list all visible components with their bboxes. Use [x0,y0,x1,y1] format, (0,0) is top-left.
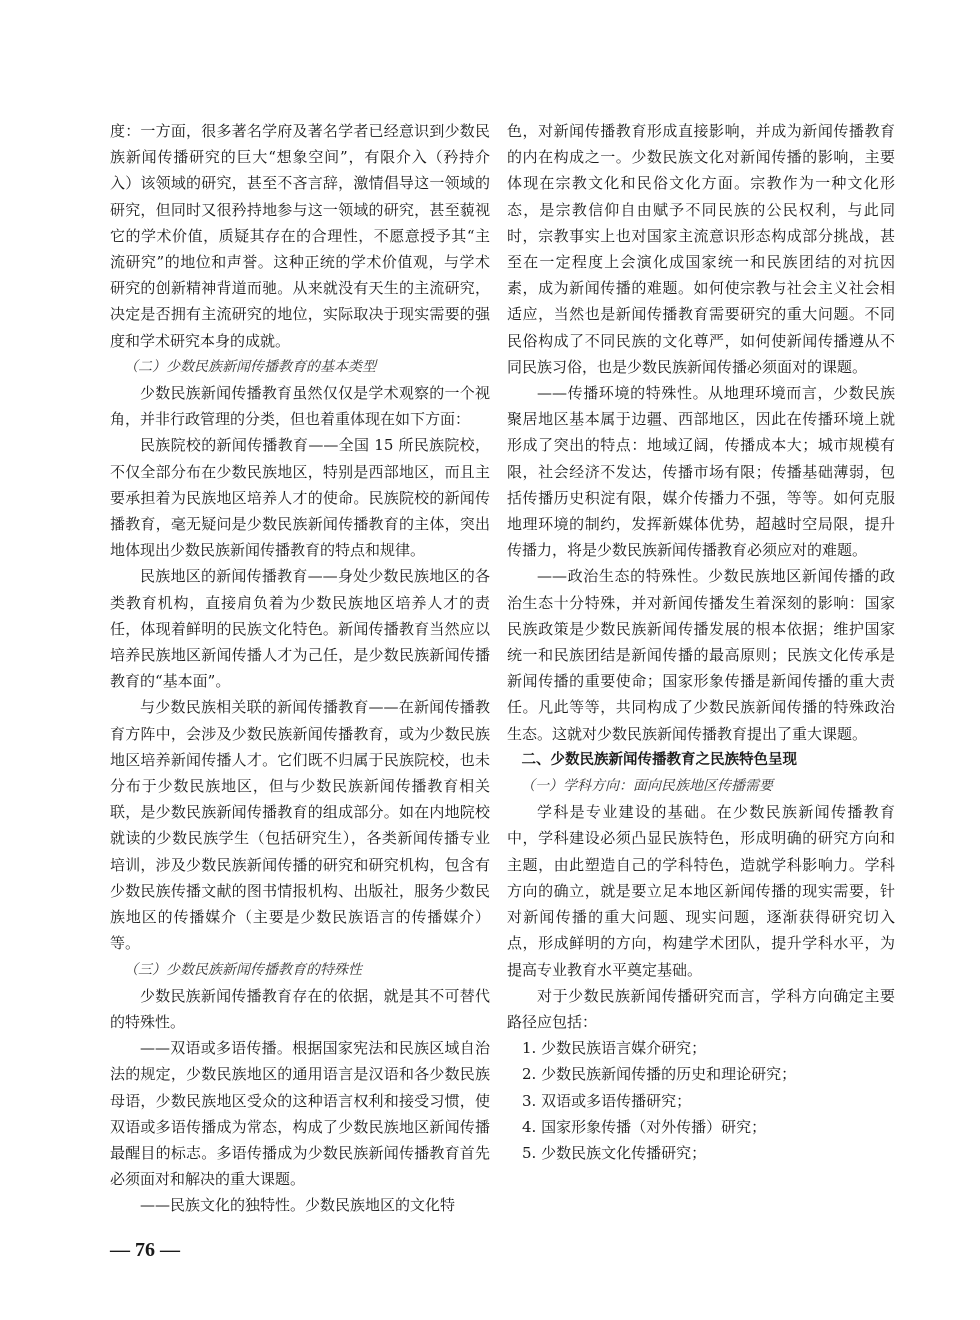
paragraph: 少数民族新闻传播教育虽然仅仅是学术观察的一个视角，并非行政管理的分类，但也着重体现在如下方面： [110,384,490,429]
section-title: 二、少数民族新闻传播教育之民族特色呈现 [521,751,797,768]
paragraph: ——传播环境的特殊性。从地理环境而言，少数民族聚居地区基本属于边疆、西部地区，因此在传播环境上就形成了突出的特点：地域辽阔，传播成本大；城市规模有限，社会经济不发达，传播市场有限；传播基础薄弱，包括传播历史积淀有限，媒介传播力不强，等等。如何克服地理环境的制约，发挥新媒体优势，超越时空局限，提升传播力，将是少数民族新闻传播教育必须应对的难题。 [507,384,895,560]
subheading: （三）少数民族新闻传播教育的特殊性 [124,961,362,978]
paragraph: 民族地区的新闻传播教育——身处少数民族地区的各类教育机构，直接肩负着为少数民族地区培养人才的责任，体现着鲜明的民族文化特色。新闻传播教育当然应以培养民族地区新闻传播人才为己任，是少数民族新闻传播教育的“基本面”。 [110,567,490,691]
paragraph: 对于少数民族新闻传播研究而言，学科方向确定主要路径应包括： [507,986,895,1031]
list-item: 4. 国家形象传播（对外传播）研究； [522,1117,767,1136]
paragraph: 色，对新闻传播教育形成直接影响，并成为新闻传播教育的内在构成之一。少数民族文化对新闻传播的影响，主要体现在宗教文化和民俗文化方面。宗教作为一种文化形态，是宗教信仰自由赋予不同民族的公民权利，与此同时，宗教事实上也对国家主流意识形态构成部分挑战，甚至在一定程度上会演化成国家统一和民族团结的对抗因素，成为新闻传播的难题。如何使宗教与社会主义社会相适应，当然也是新闻传播教育需要研究的重大问题。不同民俗构成了不同民族的文化尊严，如何使新闻传播遵从不同民族习俗，也是少数民族新闻传播必须面对的课题。 [507,122,895,376]
paragraph: ——双语或多语传播。根据国家宪法和民族区域自治法的规定，少数民族地区的通用语言是汉语和各少数民族母语，少数民族地区受众的这种语言权利和接受习惯，使双语或多语传播成为常态，构成了少数民族地区新闻传播最醒目的标志。多语传播成为少数民族新闻传播教育首先必须面对和解决的重大课题。 [110,1039,490,1189]
list-item: 1. 少数民族语言媒介研究； [522,1039,707,1058]
page-number: — 76 — [110,1238,180,1261]
paragraph: ——政治生态的特殊性。少数民族地区新闻传播的政治生态十分特殊，并对新闻传播发生着深刻的影响：国家民族政策是少数民族新闻传播发展的根本依据；维护国家统一和民族团结是新闻传播的最高原则；民族文化传承是新闻传播的重要使命；国家形象传播是新闻传播的重大责任。凡此等等，共同构成了少数民族新闻传播的特殊政治生态。这就对少数民族新闻传播教育提出了重大课题。 [507,567,895,743]
right-column [507,118,895,1166]
list-item: 5. 少数民族文化传播研究； [522,1143,707,1162]
paragraph: 度：一方面，很多著名学府及著名学者已经意识到少数民族新闻传播研究的巨大“想象空间”，有限介入（矜持介入）该领域的研究，甚至不吝言辞，激情倡导这一领域的研究，但同时又很矜持地参与这一领域的研究，甚至藐视它的学术价值，质疑其存在的合理性，不愿意授予其“主流研究”的地位和声誉。这种正统的学术价值观，与学术研究的创新精神背道而驰。从来就没有天生的主流研究，决定是否拥有主流研究的地位，实际取决于现实需要的强度和学术研究本身的成就。 [110,122,490,350]
paragraph: ——民族文化的独特性。少数民族地区的文化特 [140,1196,456,1215]
subheading: （一）学科方向：面向民族地区传播需要 [521,778,773,795]
list-item: 2. 少数民族新闻传播的历史和理论研究； [522,1065,797,1084]
subheading: （二）少数民族新闻传播教育的基本类型 [124,358,376,375]
list-item: 3. 双语或多语传播研究； [522,1091,692,1110]
paragraph: 少数民族新闻传播教育存在的依据，就是其不可替代的特殊性。 [110,986,490,1031]
left-column [110,118,490,1263]
paragraph: 与少数民族相关联的新闻传播教育——在新闻传播教育方阵中，会涉及少数民族新闻传播教育，或为少数民族地区培养新闻传播人才。它们既不归属于民族院校，也未分布于少数民族地区，但与少数民族新闻传播教育相关联，是少数民族新闻传播教育的组成部分。如在内地院校就读的少数民族学生（包括研究生），各类新闻传播专业培训，涉及少数民族新闻传播的研究和研究机构，包含有少数民族传播文献的图书情报机构、出版社，服务少数民族地区的传播媒介（主要是少数民族语言的传播媒介）等。 [110,698,490,953]
paragraph: 民族院校的新闻传播教育——全国 15 所民族院校，不仅全部分布在少数民族地区，特别是西部地区，而且主要承担着为民族地区培养人才的使命。民族院校的新闻传播教育，毫无疑问是少数民族新闻传播教育的主体，突出地体现出少数民族新闻传播教育的特点和规律。 [110,436,490,560]
paragraph: 学科是专业建设的基础。在少数民族新闻传播教育中，学科建设必须凸显民族特色，形成明确的研究方向和主题，由此塑造自己的学科特色，造就学科影响力。学科方向的确立，就是要立足本地区新闻传播的现实需要，针对新闻传播的重大问题、现实问题，逐渐获得研究切入点，形成鲜明的方向，构建学术团队，提升学科水平，为提高专业教育水平奠定基础。 [507,803,895,979]
